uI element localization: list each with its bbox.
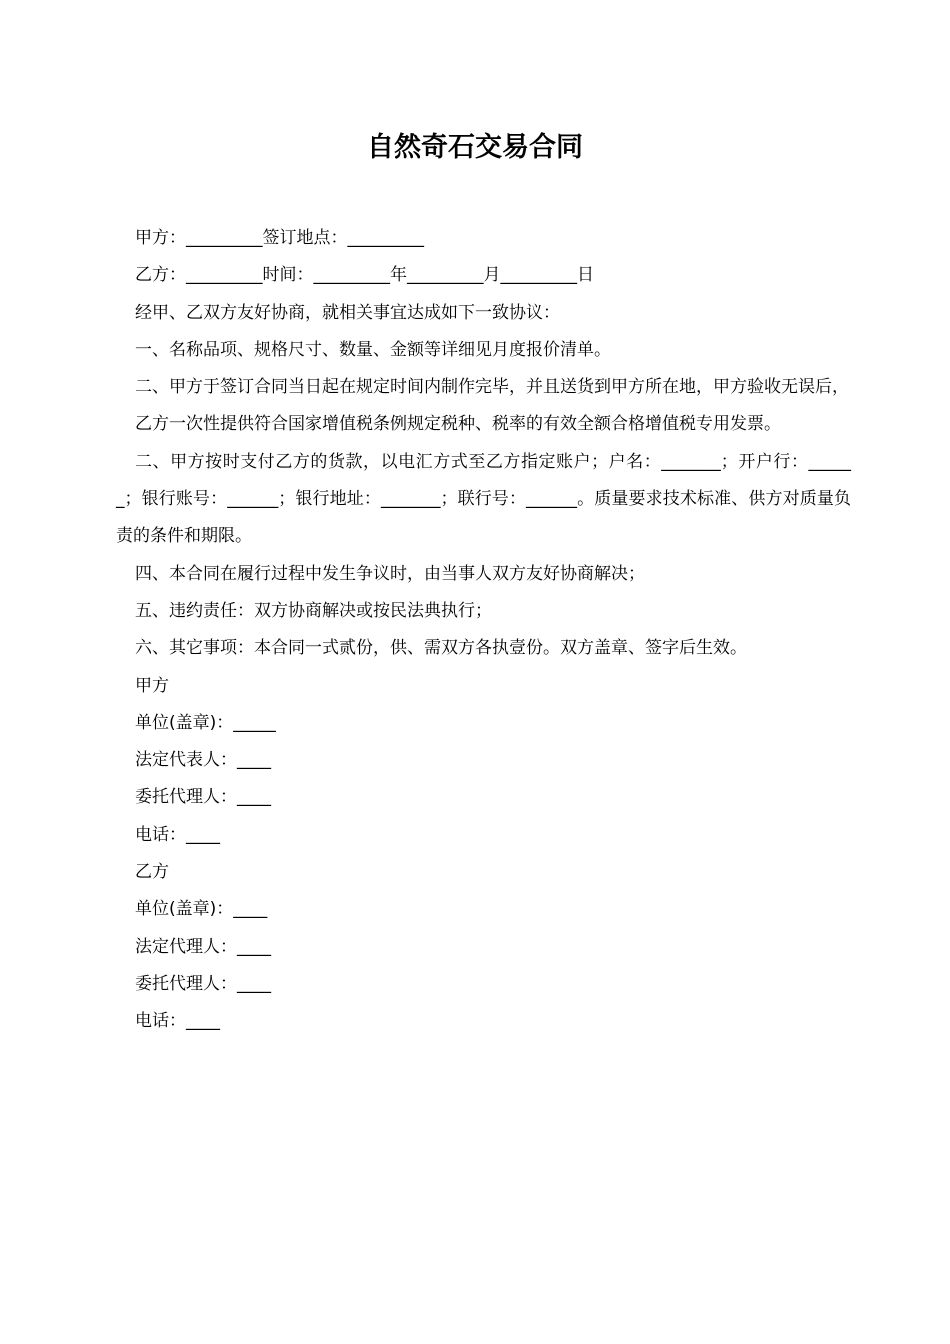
clause-2: 二、甲方于签订合同当日起在规定时间内制作完毕，并且送货到甲方所在地，甲方验收无误后， <box>135 377 849 398</box>
party-b-phone-field: 电话：____ <box>135 1011 220 1032</box>
clause-payment: 二、甲方按时支付乙方的货款，以电汇方式至乙方指定账户；户名：_______；开户行：______；银行账号：______；银行地址：_______；联行号：______。质量要求技术标准、供方对质量负责的条件和期限。 <box>116 451 851 547</box>
party-b-unit-field: 单位(盖章)：____ <box>135 899 268 920</box>
party-a-phone-field: 电话：____ <box>135 824 220 845</box>
party-b-header-line: 乙方：_________时间：_________年_________月_________日 <box>135 265 594 286</box>
party-a-unit-field: 单位(盖章)：_____ <box>135 712 276 733</box>
clause-5: 五、违约责任：双方协商解决或按民法典执行； <box>135 600 492 621</box>
intro-paragraph: 经甲、乙双方友好协商，就相关事宜达成如下一致协议： <box>135 302 560 323</box>
party-b-heading: 乙方 <box>135 862 169 883</box>
clause-4: 四、本合同在履行过程中发生争议时，由当事人双方友好协商解决； <box>135 563 645 584</box>
clause-6: 六、其它事项：本合同一式贰份，供、需双方各执壹份。双方盖章、签字后生效。 <box>135 638 747 659</box>
party-a-agent-field: 委托代理人：____ <box>135 787 271 808</box>
party-a-header-line: 甲方：_________签订地点：_________ <box>135 228 424 248</box>
document-title: 自然奇石交易合同 <box>367 132 583 163</box>
party-a-legal-rep-field: 法定代表人：____ <box>135 750 271 771</box>
clause-2-invoice: 乙方一次性提供符合国家增值税条例规定税种、税率的有效全额合格增值税专用发票。 <box>135 414 781 435</box>
document-body <box>116 220 851 1041</box>
party-a-heading: 甲方 <box>135 675 169 696</box>
clause-1: 一、名称品项、规格尺寸、数量、金额等详细见月度报价清单。 <box>135 339 611 360</box>
party-b-legal-rep-field: 法定代理人：____ <box>135 936 271 957</box>
party-b-agent-field: 委托代理人：____ <box>135 973 271 994</box>
